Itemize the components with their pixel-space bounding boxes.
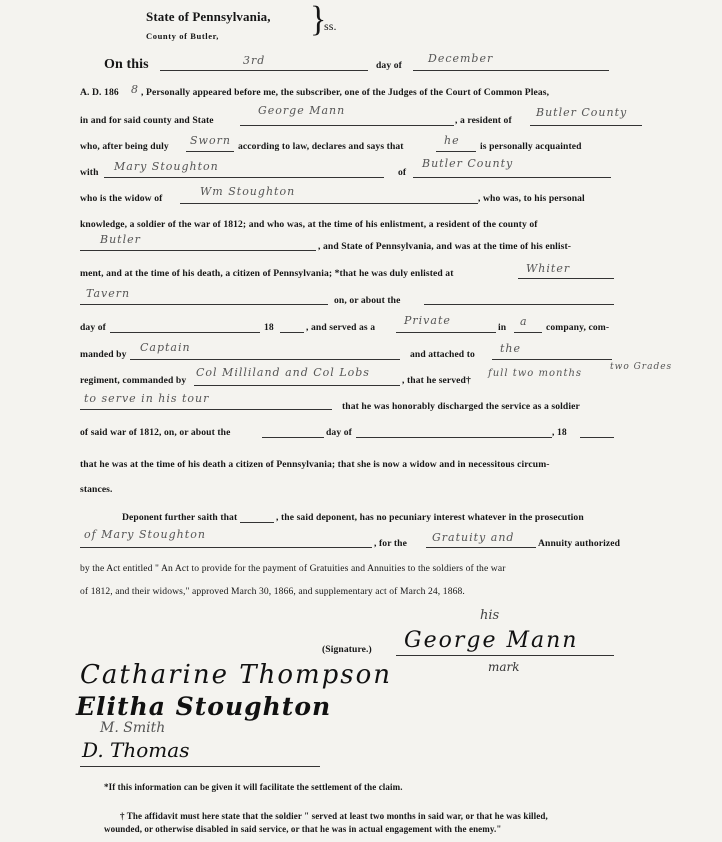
ss-mark: ss.	[324, 19, 337, 33]
enlisted-at-handwritten-2: Tavern	[86, 287, 131, 300]
enlisted-at-line	[518, 278, 614, 279]
eighteen-label-2: , 18	[552, 427, 567, 438]
that-served-label: , that he served†	[402, 375, 471, 386]
who-after-label: who, after being duly	[80, 141, 169, 152]
in-and-for-label: in and for said county and State	[80, 115, 214, 126]
footnote-info: *If this information can be given it will facilitate the settlement of the claim.	[104, 782, 403, 792]
affiant-line	[240, 125, 454, 126]
discharge-month-line	[356, 437, 552, 438]
honorably-text: that he was honorably discharged the service as a soldier	[342, 401, 580, 412]
witness-signature-3: M. Smith	[100, 720, 166, 736]
month-line	[413, 70, 609, 71]
acquaintance-handwritten: Mary Stoughton	[114, 160, 219, 173]
discharge-year-line	[580, 437, 614, 438]
service-detail-handwritten: to serve in his tour	[84, 392, 210, 405]
captain-line	[130, 359, 400, 360]
and-state-text: , and State of Pennsylvania, and was at the time of his enlist-	[318, 241, 572, 252]
commander-handwritten: Col Milliland and Col Lobs	[196, 366, 370, 379]
county-handwritten: Butler	[100, 233, 141, 246]
captain-handwritten: Captain	[140, 341, 191, 354]
widow-of-label: who is the widow of	[80, 193, 163, 204]
attached-label: and attached to	[410, 349, 475, 360]
enlist-month-line	[110, 332, 260, 333]
company-handwritten: a	[520, 315, 528, 328]
day-line	[160, 70, 368, 71]
sworn-handwritten: Sworn	[190, 134, 231, 147]
witness-line	[80, 766, 320, 767]
rank-handwritten: Private	[404, 314, 451, 327]
on-or-about-label: on, or about the	[334, 295, 401, 306]
rank-line	[396, 332, 496, 333]
residence-line	[530, 125, 642, 126]
enlist-date-line	[424, 304, 614, 305]
company-text: company, com-	[546, 322, 610, 333]
company-line	[514, 332, 542, 333]
gratuity-handwritten: Gratuity and	[432, 531, 515, 544]
his-mark-label: his	[480, 608, 500, 623]
brace-mark: }	[310, 0, 327, 39]
sworn-line	[186, 151, 234, 152]
gratuity-line	[426, 547, 536, 548]
regiment-note-handwritten: two Grades	[610, 362, 673, 372]
according-text: according to law, declares and says that	[238, 141, 404, 152]
annuity-text: Annuity authorized	[538, 538, 621, 549]
witness-signature-2: Elitha Stoughton	[76, 692, 332, 721]
enlist-year-line	[280, 332, 304, 333]
ment-text: ment, and at the time of his death, a citizen of Pennsylvania; *that he was duly enlisted at	[80, 268, 454, 279]
day-of-label: day of	[376, 60, 402, 71]
approved-text: of 1812, and their widows," approved March 30, 1866, and supplementary act of March 24, 1868.	[80, 586, 465, 597]
attached-line	[492, 359, 612, 360]
on-this-label: On this	[104, 57, 149, 72]
day-of-label-2: day of	[80, 322, 106, 333]
of-said-war-label: of said war of 1812, on, or about the	[80, 427, 231, 438]
deceased-line	[180, 203, 478, 204]
enlisted-at-line-2	[80, 304, 328, 305]
year-digit: 8	[131, 83, 139, 96]
county-heading: County of Butler,	[146, 31, 219, 41]
witness-signature-4: D. Thomas	[82, 738, 190, 762]
for-the-label: , for the	[374, 538, 407, 549]
eighteen-label: 18	[264, 322, 274, 333]
manded-by-label: manded by	[80, 349, 127, 360]
affiant-handwritten: George Mann	[258, 104, 346, 117]
served-as-label: , and served as a	[306, 322, 376, 333]
deceased-handwritten: Wm Stoughton	[200, 185, 296, 198]
deponent-line	[240, 522, 274, 523]
interest-of-handwritten: of Mary Stoughton	[84, 528, 206, 541]
interest-of-line	[80, 547, 372, 548]
ad-label: A. D. 186	[80, 87, 119, 98]
knowledge-text: knowledge, a soldier of the war of 1812; and who was, at the time of his enlistment, a resident of the county of	[80, 219, 538, 230]
commander-line	[194, 385, 400, 386]
month-handwritten: December	[428, 52, 494, 65]
day-of-label-3: day of	[326, 427, 352, 438]
appeared-text: , Personally appeared before me, the subscriber, one of the Judges of the Court of Common Pleas,	[141, 87, 550, 98]
signature-line	[396, 655, 614, 656]
pronoun-line	[436, 151, 476, 152]
resident-of-label: , a resident of	[455, 115, 512, 126]
affiant-signature: George Mann	[404, 628, 579, 653]
who-was-text: , who was, to his personal	[478, 193, 585, 204]
served-detail-handwritten: full two months	[488, 368, 583, 379]
acquaintance-of-handwritten: Butler County	[422, 157, 514, 170]
service-detail-line	[80, 409, 332, 410]
county-line	[80, 250, 316, 251]
attached-handwritten: the	[500, 342, 522, 355]
no-interest-text: , the said deponent, has no pecuniary interest whatever in the prosecution	[276, 512, 584, 523]
deponent-label: Deponent further saith that	[122, 512, 238, 523]
of-label: of	[398, 167, 407, 178]
signature-label: (Signature.)	[322, 644, 372, 655]
with-label: with	[80, 167, 99, 178]
stances-text: stances.	[80, 484, 113, 495]
footnote-affidavit-2: wounded, or otherwise disabled in said service, or that he was in actual engagement with the enemy."	[104, 824, 502, 834]
residence-handwritten: Butler County	[536, 106, 628, 119]
citizen-text: that he was at the time of his death a citizen of Pennsylvania; that she is now a widow and in necessitous circum-	[80, 459, 550, 470]
day-handwritten: 3rd	[243, 54, 266, 67]
discharge-day-line	[262, 437, 324, 438]
act-entitled-text: by the Act entitled " An Act to provide for the payment of Gratuities and Annuities to the soldiers of the war	[80, 563, 506, 574]
mark-label: mark	[488, 660, 520, 674]
enlisted-at-handwritten: Whiter	[526, 262, 571, 275]
regiment-label: regiment, commanded by	[80, 375, 187, 386]
acquaintance-line	[104, 177, 384, 178]
footnote-affidavit-1: † The affidavit must here state that the soldier " served at least two months in said war, or that he was killed,	[120, 811, 548, 821]
acquaintance-of-line	[413, 177, 611, 178]
witness-signature-1: Catharine Thompson	[80, 660, 393, 690]
pronoun-handwritten: he	[444, 134, 460, 147]
state-heading: State of Pennsylvania,	[146, 9, 271, 24]
in-label: in	[498, 322, 507, 333]
acquainted-text: is personally acquainted	[480, 141, 582, 152]
